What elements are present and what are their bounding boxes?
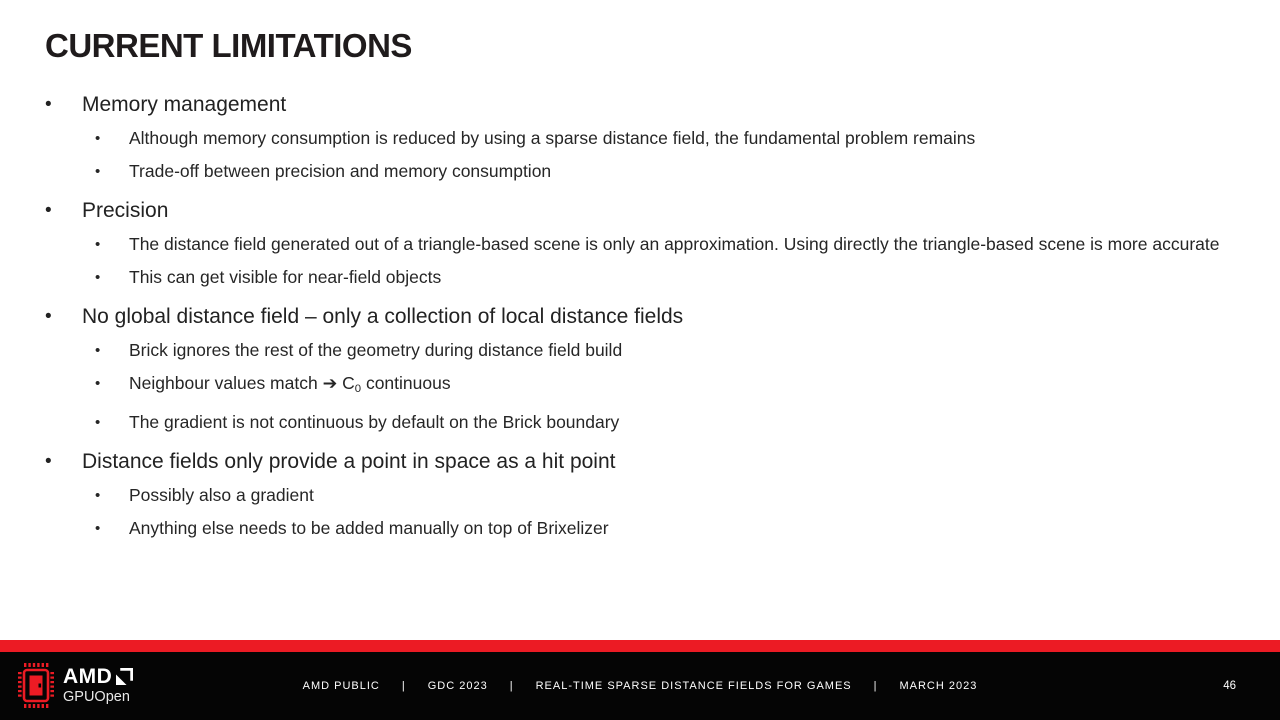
bullet-item [0, 265, 1242, 290]
footer-event: GDC 2023 [427, 680, 488, 692]
bullet-item [0, 371, 1242, 402]
bullet-item [0, 197, 1242, 224]
bullet-icon: • [45, 450, 52, 472]
bullet-text [129, 371, 1242, 402]
bullet-icon: • [95, 342, 101, 359]
footer-separator: | [401, 680, 406, 692]
footer-deck-title: REAL-TIME SPARSE DISTANCE FIELDS FOR GAMES [535, 680, 852, 692]
footer [0, 652, 1280, 720]
bullet-icon: • [45, 306, 52, 327]
bullet-text: The distance field generated out of a triangle-based scene is only an approximation. Using directly the triangle-based scene is more accurate [129, 234, 1220, 254]
gpuopen-wordmark: GPUOpen [63, 689, 130, 706]
bullet-item [0, 483, 1242, 508]
bullet-text: Distance fields only provide a point in space as a hit point [82, 449, 616, 473]
bullet-icon: • [95, 519, 101, 537]
bullet-text-suffix: continuous [361, 373, 451, 393]
bullet-text-prefix: Neighbour values match ➔ C [129, 373, 355, 393]
bullet-icon: • [95, 413, 101, 431]
bullet-icon: • [95, 163, 101, 180]
footer-separator: | [873, 680, 878, 692]
bullet-icon: • [95, 375, 101, 392]
bullet-item [0, 303, 1242, 330]
accent-red-bar [0, 640, 1280, 652]
amd-wordmark: AMD [63, 665, 113, 689]
bullet-icon: • [95, 236, 101, 253]
bullet-icon: • [95, 130, 101, 147]
footer-date: MARCH 2023 [899, 680, 978, 692]
footer-info-line [0, 652, 1280, 720]
footer-classification: AMD PUBLIC [302, 680, 380, 692]
bullet-item [0, 126, 1242, 151]
bullet-text: No global distance field – only a collection of local distance fields [82, 305, 684, 328]
bullet-text: This can get visible for near-field objects [129, 267, 442, 287]
bullet-text: Memory management [82, 93, 287, 116]
slide-title: CURRENT LIMITATIONS [45, 27, 412, 64]
bullet-text: Trade-off between precision and memory consumption [129, 161, 552, 181]
bullet-text: Brick ignores the rest of the geometry during distance field build [129, 340, 623, 360]
bullet-icon: • [95, 486, 101, 504]
bullet-item [0, 410, 1242, 435]
bullet-item [0, 338, 1242, 363]
bullet-item [0, 91, 1242, 118]
bullet-text: The gradient is not continuous by default on the Brick boundary [129, 411, 620, 432]
bullet-item [0, 232, 1242, 257]
bullet-icon: • [45, 200, 52, 221]
bullet-list [0, 91, 1280, 541]
bullet-text: Although memory consumption is reduced by using a sparse distance field, the fundamental problem remains [129, 128, 976, 148]
footer-separator: | [509, 680, 514, 692]
bullet-text: Possibly also a gradient [129, 484, 314, 505]
bullet-icon: • [45, 94, 52, 115]
bullet-item [0, 516, 1242, 541]
bullet-item [0, 159, 1242, 184]
bullet-icon: • [95, 269, 101, 286]
subscript-zero: 0 [354, 382, 362, 395]
bullet-item [0, 448, 1242, 475]
bullet-text: Precision [82, 199, 169, 222]
bullet-text: Anything else needs to be added manually on top of Brixelizer [129, 517, 609, 538]
page-number: 46 [1223, 680, 1236, 692]
